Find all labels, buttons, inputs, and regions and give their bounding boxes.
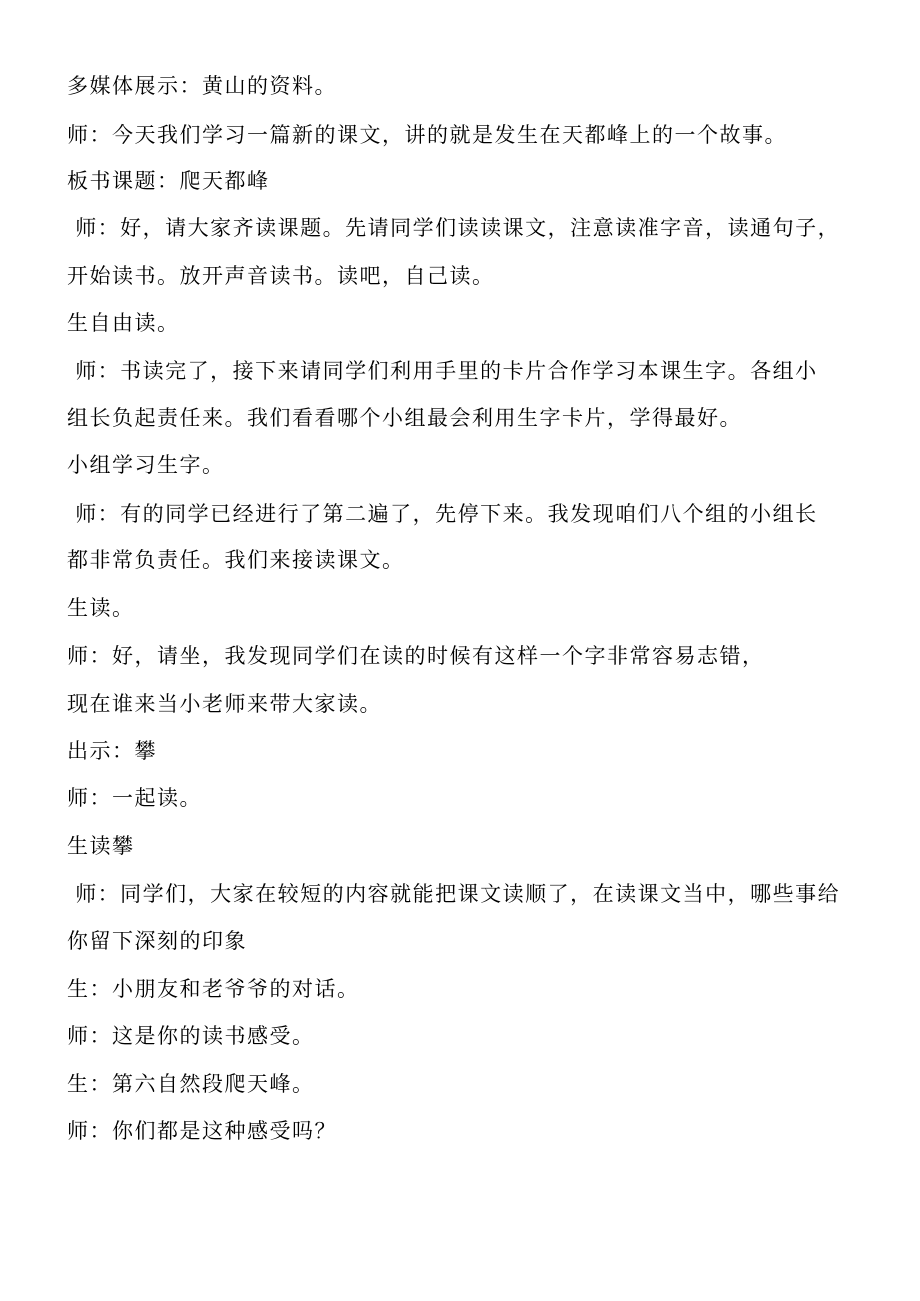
text-line: 生：小朋友和老爷爷的对话。 <box>67 977 360 1001</box>
text-line: 组长负起责任来。我们看看哪个小组最会利用生字卡片，学得最好。 <box>67 406 742 430</box>
text-line: 师：有的同学已经进行了第二遍了，先停下来。我发现咱们八个组的小组长 <box>75 502 818 526</box>
text-line: 生读攀 <box>67 834 135 858</box>
text-line: 小组学习生字。 <box>67 453 225 477</box>
text-line: 师：一起读。 <box>67 786 202 810</box>
text-line: 板书课题：爬天都峰 <box>67 169 270 193</box>
text-line: 师：你们都是这种感受吗？ <box>67 1119 337 1143</box>
text-line: 多媒体展示：黄山的资料。 <box>67 74 337 98</box>
text-line: 师：这是你的读书感受。 <box>67 1024 315 1048</box>
text-line: 师：好，请坐，我发现同学们在读的时候有这样一个字非常容易志错， <box>67 644 765 668</box>
text-line: 你留下深刻的印象 <box>67 929 247 953</box>
text-line: 师：好，请大家齐读课题。先请同学们读读课文，注意读准字音，读通句子， <box>75 216 841 240</box>
text-line: 都非常负责任。我们来接读课文。 <box>67 548 405 572</box>
text-line: 现在谁来当小老师来带大家读。 <box>67 692 382 716</box>
text-line: 开始读书。放开声音读书。读吧，自己读。 <box>67 264 495 288</box>
text-line: 师：同学们，大家在较短的内容就能把课文读顺了，在读课文当中，哪些事给 <box>75 882 841 906</box>
text-line: 出示：攀 <box>67 739 157 763</box>
text-line: 生自由读。 <box>67 311 180 335</box>
text-line: 师：书读完了，接下来请同学们利用手里的卡片合作学习本课生字。各组小 <box>75 359 818 383</box>
text-line: 生：第六自然段爬天峰。 <box>67 1072 315 1096</box>
text-line: 生读。 <box>67 596 135 620</box>
text-line: 师：今天我们学习一篇新的课文，讲的就是发生在天都峰上的一个故事。 <box>67 123 787 147</box>
